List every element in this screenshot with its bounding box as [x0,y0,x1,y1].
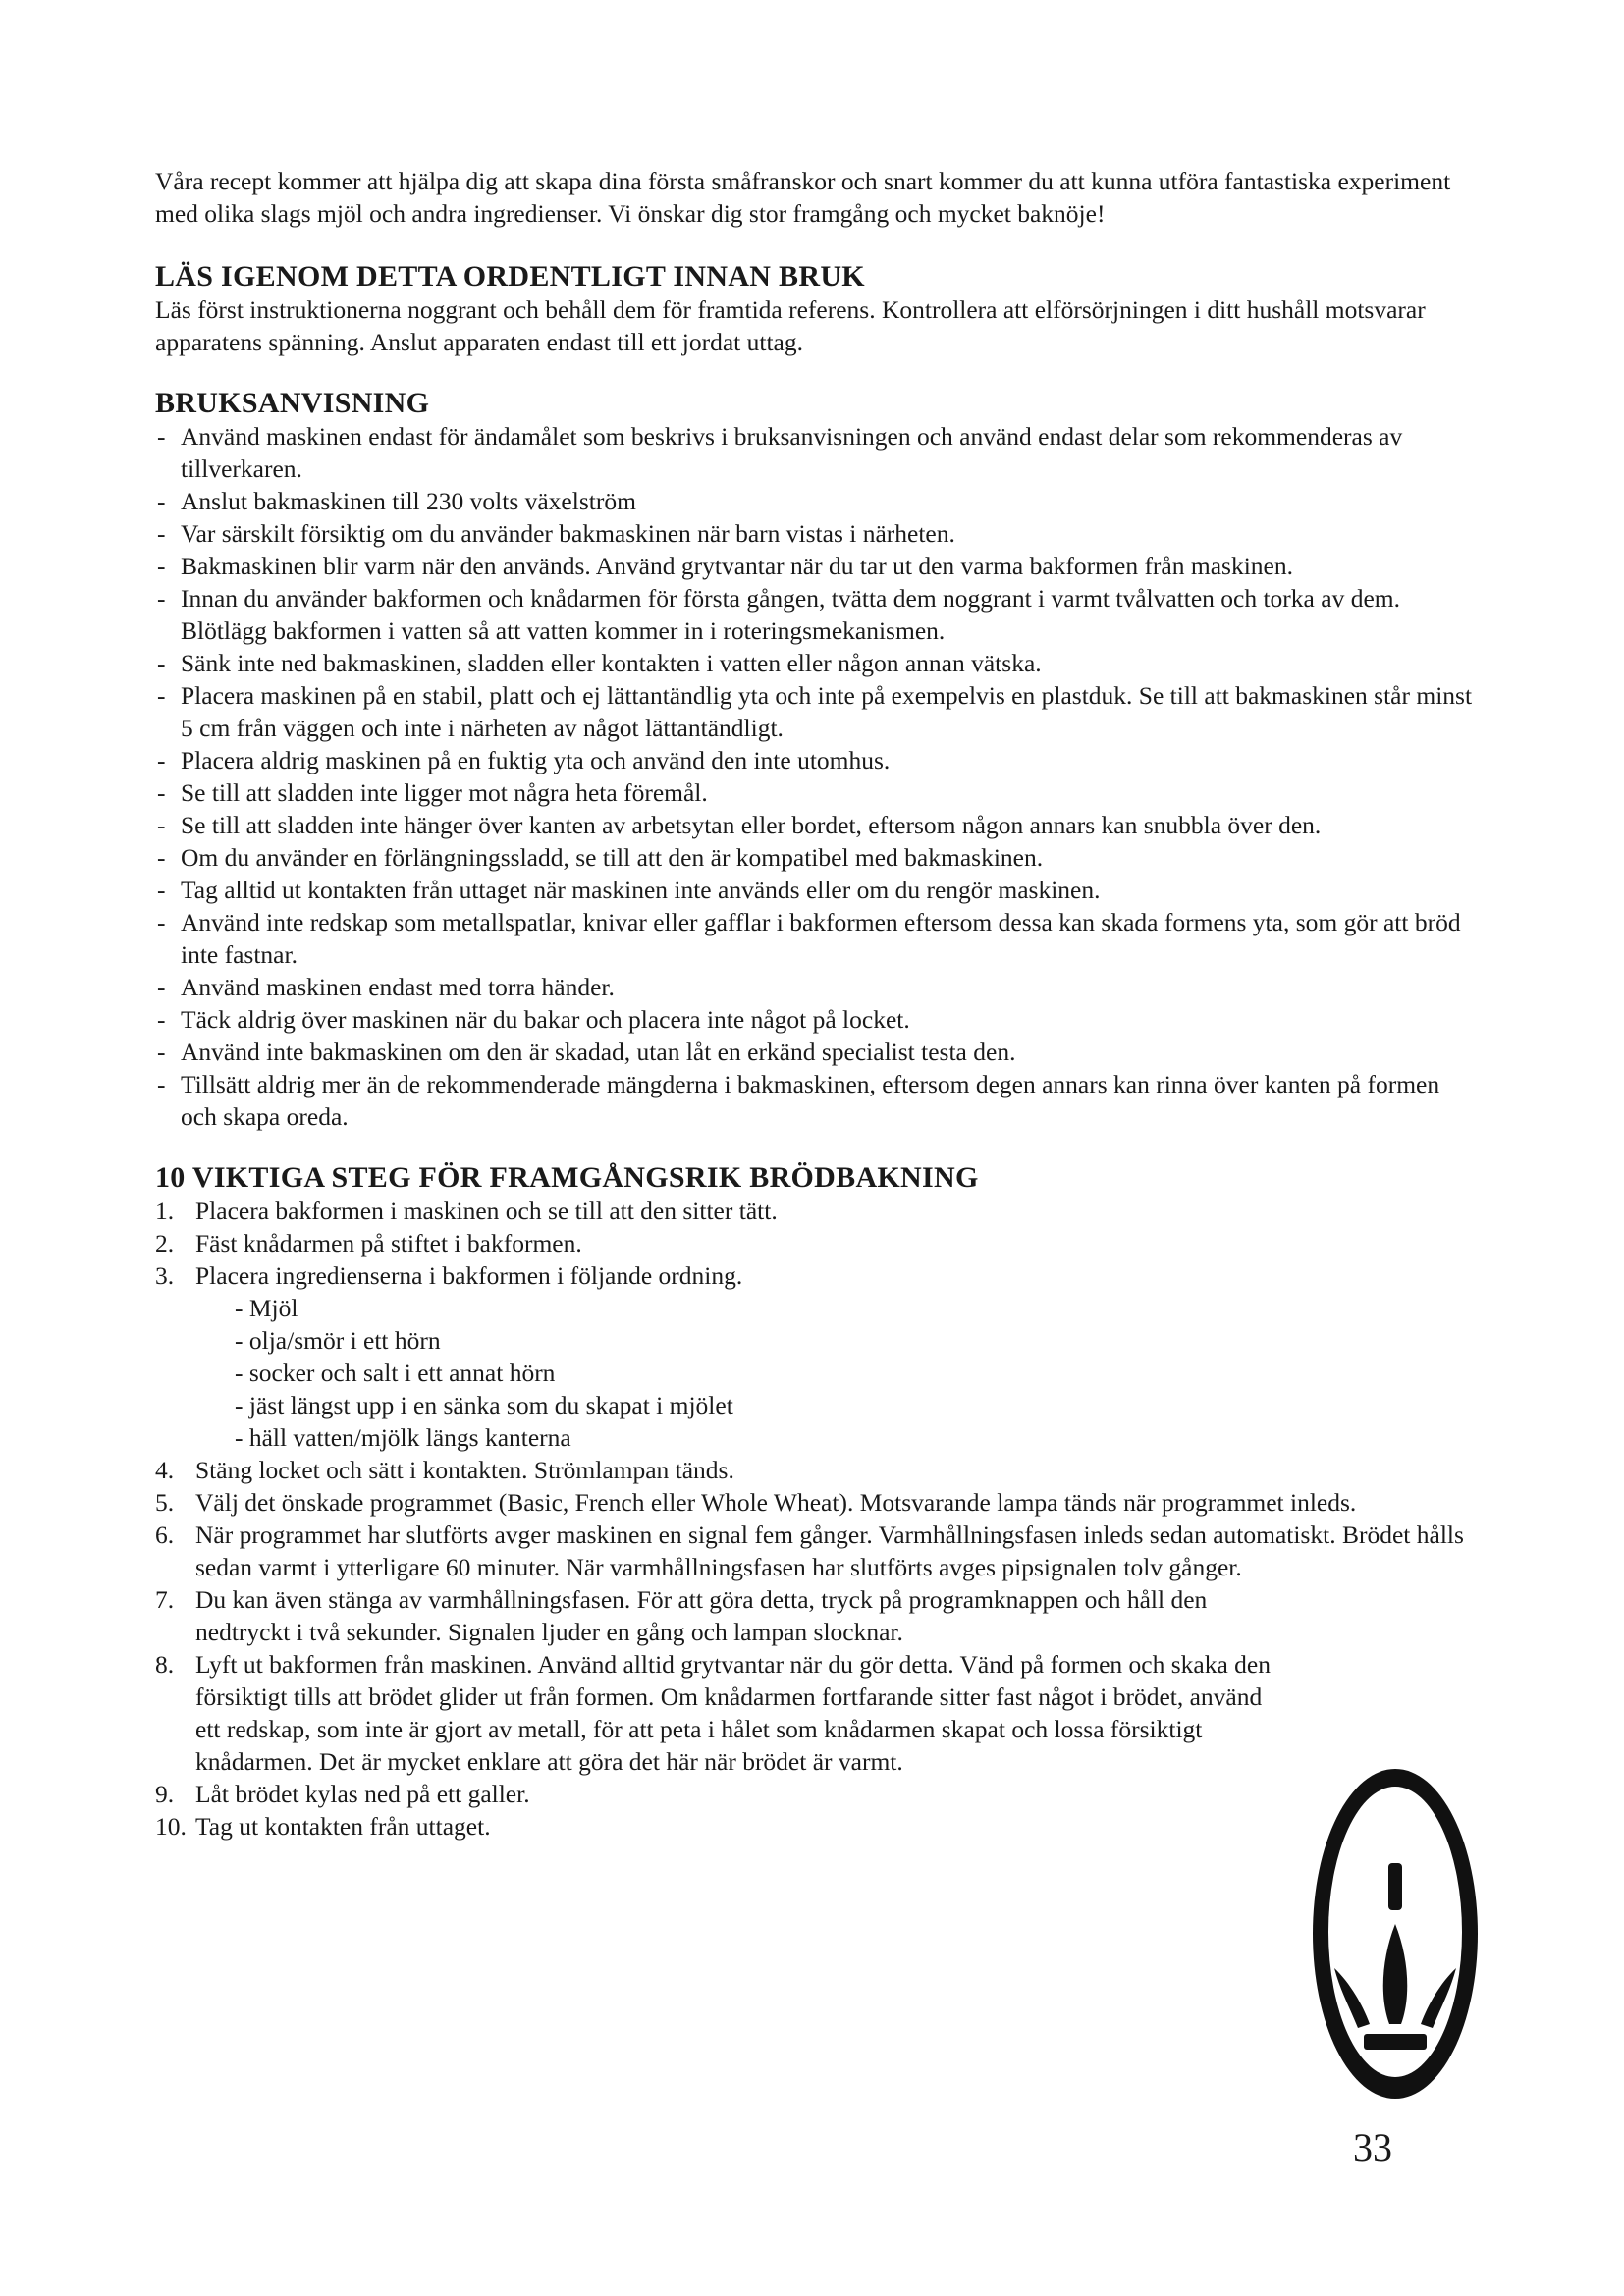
usage-item: - Använd inte redskap som metallspatlar, knivar eller gafflar i bakformen eftersom dessa kan skada formens yta, som gör att bröd inte fastnar. [155,906,1476,971]
flame-in-oval-icon [1311,1767,1480,2101]
step-text: Låt brödet kylas ned på ett galler. [195,1780,530,1808]
usage-item: - Se till att sladden inte hänger över kanten av arbetsytan eller bordet, eftersom någon annars kan snubbla över den. [155,809,1476,841]
usage-item: - Innan du använder bakformen och knådarmen för första gången, tvätta dem noggrant i varmt tvålvatten och torka av dem. Blötlägg bakformen i vatten så att vatten kommer in i roteringsmekanismen. [155,582,1476,647]
steps-heading: 10 VIKTIGA STEG FÖR FRAMGÅNGSRIK BRÖDBAKNING [155,1161,979,1194]
usage-item: - Bakmaskinen blir varm när den används. Använd grytvantar när du tar ut den varma bakformen från maskinen. [155,550,1476,582]
read-carefully-text: Läs först instruktionerna noggrant och behåll dem för framtida referens. Kontrollera att elförsörjningen i ditt hushåll motsvarar apparatens spänning. Anslut apparaten endast till ett jordat uttag. [155,295,1426,356]
usage-list [155,420,1476,1133]
step-text: Välj det önskade programmet (Basic, French eller Whole Wheat). Motsvarande lampa tänds när programmet inleds. [195,1488,1357,1517]
usage-item: - Tillsätt aldrig mer än de rekommenderade mängderna i bakmaskinen, eftersom degen annars kan rinna över kanten på formen och skapa oreda. [155,1068,1476,1133]
step-item [155,1486,1476,1519]
usage-item: - Använd inte bakmaskinen om den är skadad, utan låt en erkänd specialist testa den. [155,1036,1476,1068]
step-number: 2. [155,1229,175,1257]
ingredient-item: - socker och salt i ett annat hörn [235,1359,556,1387]
page-number: 33 [1353,2125,1392,2169]
step-number: 1. [155,1197,175,1225]
step-item [155,1519,1476,1583]
step-text: Lyft ut bakformen från maskinen. Använd alltid grytvantar när du gör detta. Vänd på formen och skaka den försiktigt tills att brödet glider ut från formen. Om knådarmen fortfarande sitter fast något i brödet, använd ett redskap, som inte är gjort av metall, för att peta i hålet som knådarmen skapat och lossa försiktigt knådarmen. Det är mycket enklare att göra det här när brödet är varmt. [195,1650,1271,1776]
ingredient-item: - Mjöl [235,1294,298,1322]
step-item [155,1227,1476,1259]
usage-item: - Placera maskinen på en stabil, platt och ej lättantändlig yta och inte på exempelvis en plastduk. Se till att bakmaskinen står minst 5 cm från väggen och inte i närheten av något lättantändligt. [155,679,1476,744]
step-number: 4. [155,1456,175,1484]
usage-item: - Placera aldrig maskinen på en fuktig yta och använd den inte utomhus. [155,744,1476,776]
step-number: 6. [155,1521,175,1549]
intro-paragraph: Våra recept kommer att hjälpa dig att skapa dina första småfranskor och snart kommer du att kunna utföra fantastiska experiment med olika slags mjöl och andra ingredienser. Vi önskar dig stor framgång och mycket baknöje! [155,167,1451,228]
ingredient-item: - olja/smör i ett hörn [235,1326,441,1355]
usage-item: - Täck aldrig över maskinen när du bakar och placera inte något på locket. [155,1003,1476,1036]
step-number: 9. [155,1780,175,1808]
step-item [155,1259,1476,1454]
usage-item: - Tag alltid ut kontakten från uttaget när maskinen inte används eller om du rengör maskinen. [155,874,1476,906]
step-item [155,1810,1476,1842]
step-number: 10. [155,1812,187,1841]
step-number: 7. [155,1585,175,1614]
step-text: När programmet har slutförts avger maskinen en signal fem gånger. Varmhållningsfasen inleds sedan automatiskt. Brödet hålls sedan varmt i ytterligare 60 minuter. När varmhållningsfasen har slutförts avges pipsignalen tolv gånger. [195,1521,1464,1581]
usage-heading: BRUKSANVISNING [155,387,430,419]
step-text: Tag ut kontakten från uttaget. [195,1812,491,1841]
page-content [155,165,1476,1842]
usage-item: - Sänk inte ned bakmaskinen, sladden eller kontakten i vatten eller någon annan vätska. [155,647,1476,679]
usage-item: - Använd maskinen endast med torra händer. [155,971,1476,1003]
step-text: Placera ingredienserna i bakformen i följande ordning. [195,1261,743,1290]
steps-list [155,1195,1476,1842]
usage-item: - Anslut bakmaskinen till 230 volts växelström [155,485,1476,517]
usage-item: - Använd maskinen endast för ändamålet som beskrivs i bruksanvisningen och använd endast delar som rekommenderas av tillverkaren. [155,420,1476,485]
step-item [155,1648,1275,1778]
step-item [155,1583,1300,1648]
step-text: Stäng locket och sätt i kontakten. Strömlampan tänds. [195,1456,734,1484]
step-item [155,1195,1476,1227]
usage-item: - Om du använder en förlängningssladd, se till att den är kompatibel med bakmaskinen. [155,841,1476,874]
usage-item: - Se till att sladden inte ligger mot några heta föremål. [155,776,1476,809]
usage-item: - Var särskilt försiktig om du använder bakmaskinen när barn vistas i närheten. [155,517,1476,550]
step-text: Du kan även stänga av varmhållningsfasen. För att göra detta, tryck på programknappen och håll den nedtryckt i två sekunder. Signalen ljuder en gång och lampan slocknar. [195,1585,1208,1646]
step-number: 8. [155,1650,175,1679]
read-carefully-heading: LÄS IGENOM DETTA ORDENTLIGT INNAN BRUK [155,260,865,293]
ingredient-order-list [195,1292,1476,1454]
ingredient-item: - häll vatten/mjölk längs kanterna [235,1423,571,1452]
step-number: 3. [155,1261,175,1290]
step-text: Fäst knådarmen på stiftet i bakformen. [195,1229,582,1257]
ingredient-item: - jäst längst upp i en sänka som du skapat i mjölet [235,1391,733,1419]
step-number: 5. [155,1488,175,1517]
step-item [155,1778,1476,1810]
step-item [155,1454,1476,1486]
step-text: Placera bakformen i maskinen och se till att den sitter tätt. [195,1197,778,1225]
